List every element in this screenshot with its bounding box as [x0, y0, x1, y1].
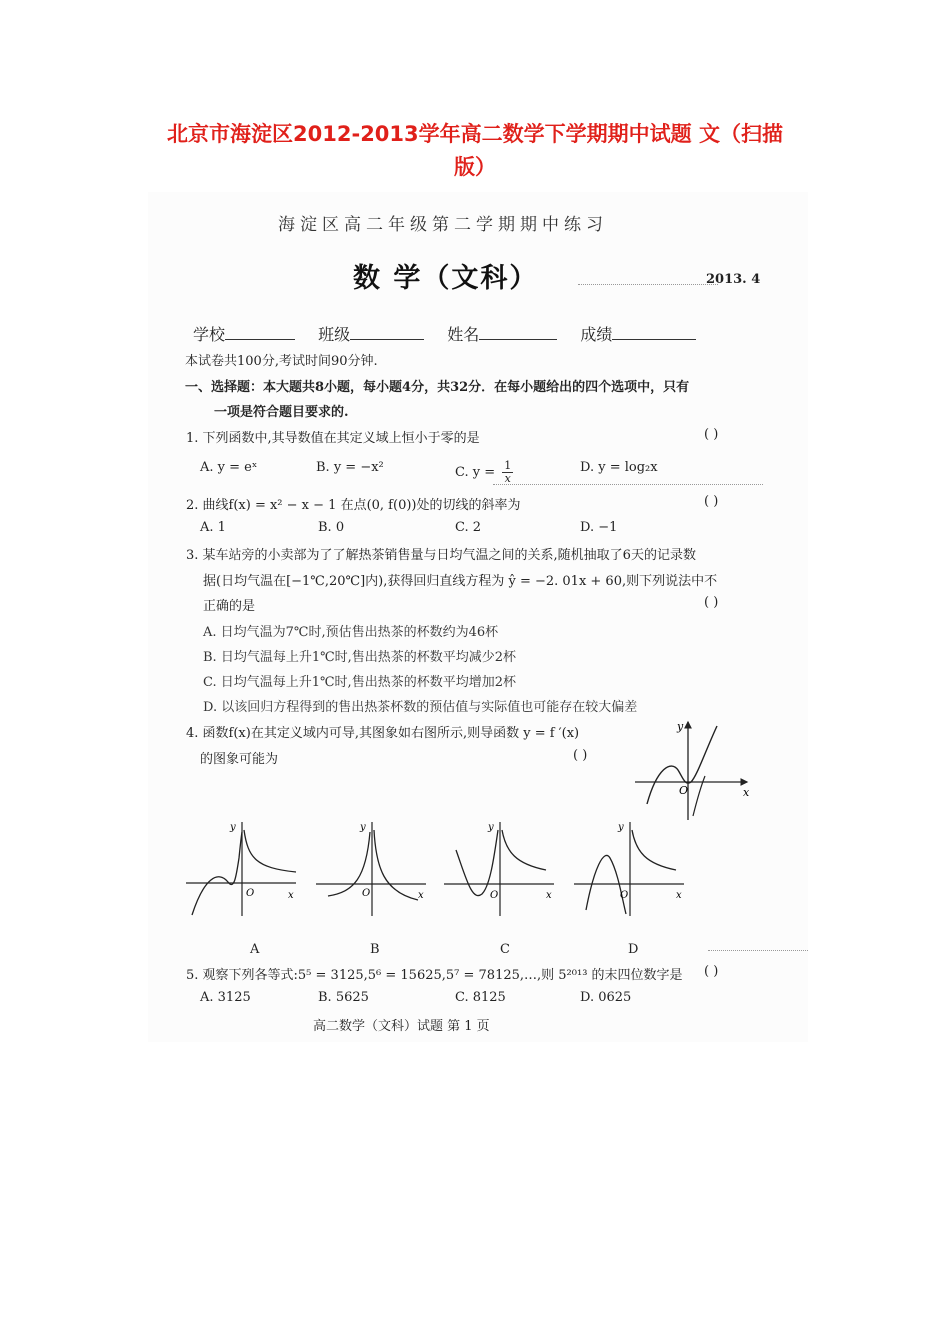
q5-option-a: A. 3125: [200, 990, 251, 1005]
q4-option-b-graph: [314, 818, 432, 918]
section1-instructions-2: 一项是符合题目要求的.: [214, 405, 349, 420]
exam-header: 海淀区高二年级第二学期期中练习: [278, 215, 608, 235]
q2-answer-paren: ( ): [704, 494, 719, 509]
origin-label: O: [490, 890, 499, 901]
x-axis-label: x: [743, 786, 750, 799]
q1-option-d: D. y = log₂x: [580, 460, 658, 475]
q5-option-c: C. 8125: [455, 990, 506, 1005]
q3-option-a: A. 日均气温为7℃时,预估售出热茶的杯数约为46杯: [203, 625, 499, 640]
q1-stem: 1. 下列函数中,其导数值在其定义域上恒小于零的是: [186, 431, 480, 446]
y-axis-label: y: [618, 822, 624, 833]
exam-subject: 数 学（文科）: [353, 263, 539, 294]
field-name: 姓名: [447, 322, 557, 345]
x-axis-label: x: [288, 890, 294, 901]
q2-option-b: B. 0: [318, 520, 345, 535]
q1-option-a: A. y = eˣ: [200, 460, 258, 475]
q1-answer-paren: ( ): [704, 427, 719, 442]
scan-dotted-rule: [708, 950, 808, 951]
y-axis-label: y: [360, 822, 366, 833]
q2-option-a: A. 1: [200, 520, 226, 535]
title-line-1: 北京市海淀区2012-2013学年高二数学下学期期中试题 文（扫描: [167, 122, 783, 146]
q4-answer-paren: ( ): [573, 748, 588, 763]
q4-option-b-label: B: [370, 942, 380, 957]
q3-line-3: 正确的是: [203, 599, 256, 614]
header-dotted-rule: [578, 284, 718, 285]
exam-intro: 本试卷共100分,考试时间90分钟.: [185, 354, 378, 369]
q3-option-c: C. 日均气温每上升1℃时,售出热茶的杯数平均增加2杯: [203, 675, 516, 690]
q5-stem: 5. 观察下列各等式:5⁵ = 3125,5⁶ = 15625,5⁷ = 78125,…,则 5²⁰¹³ 的末四位数字是: [186, 968, 683, 983]
q4-option-c-label: C: [500, 942, 510, 957]
field-score: 成绩: [580, 322, 696, 345]
y-axis-label: y: [488, 822, 494, 833]
title-line-2: 版）: [454, 155, 496, 179]
q3-line-2: 据(日均气温在[−1℃,20℃]内),获得回归直线方程为 ŷ = −2. 01x + 60,则下列说法中不: [203, 574, 718, 589]
q5-option-d: D. 0625: [580, 990, 632, 1005]
y-axis-label: y: [677, 720, 684, 733]
field-class: 班级: [318, 322, 424, 345]
q2-option-d: D. −1: [580, 520, 618, 535]
q3-line-1: 3. 某车站旁的小卖部为了了解热茶销售量与日均气温之间的关系,随机抽取了6天的记录数: [186, 548, 696, 563]
y-axis-label: y: [230, 822, 236, 833]
q4-option-c-graph: [442, 818, 560, 918]
q3-option-b: B. 日均气温每上升1℃时,售出热茶的杯数平均减少2杯: [203, 650, 517, 665]
q4-line-1: 4. 函数f(x)在其定义域内可导,其图象如右图所示,则导函数 y = f ′(x): [186, 726, 580, 741]
q4-option-a-graph: [184, 818, 302, 918]
q4-option-d-graph: [572, 818, 690, 918]
scanned-exam-page: [148, 192, 808, 1042]
origin-label: O: [679, 784, 689, 797]
q4-line-2: 的图象可能为: [200, 752, 279, 767]
q5-option-b: B. 5625: [318, 990, 369, 1005]
q3-answer-paren: ( ): [704, 595, 719, 610]
q1-option-b: B. y = −x²: [316, 460, 384, 475]
q4-option-d-label: D: [628, 942, 639, 957]
q1-option-c: C. y = $\frac{1}{x}$: [455, 459, 512, 485]
fraction: $\frac{1}{x}$: [504, 459, 512, 485]
q3-option-d: D. 以该回归方程得到的售出热茶杯数的预估值与实际值也可能存在较大偏差: [203, 700, 638, 715]
document-title: [150, 118, 800, 184]
x-axis-label: x: [676, 890, 682, 901]
x-axis-label: x: [418, 890, 424, 901]
q2-stem: 2. 曲线f(x) = x² − x − 1 在点(0, f(0))处的切线的斜率为: [186, 498, 521, 513]
field-school: 学校: [193, 322, 295, 345]
q4-option-a-label: A: [250, 942, 260, 957]
student-info-fields: [193, 322, 714, 345]
exam-date: 2013. 4: [706, 272, 761, 287]
q5-answer-paren: ( ): [704, 964, 719, 979]
origin-label: O: [246, 888, 255, 899]
q2-option-c: C. 2: [455, 520, 482, 535]
q4-function-graph: [633, 720, 753, 825]
section1-instructions-1: 一、选择题：本大题共8小题，每小题4分，共32分．在每小题给出的四个选项中，只有: [185, 380, 690, 395]
x-axis-label: x: [546, 890, 552, 901]
scan-dotted-rule: [493, 484, 763, 485]
page-footer: 高二数学（文科）试题 第 1 页: [313, 1019, 490, 1034]
origin-label: O: [362, 888, 371, 899]
origin-label: O: [620, 890, 629, 901]
